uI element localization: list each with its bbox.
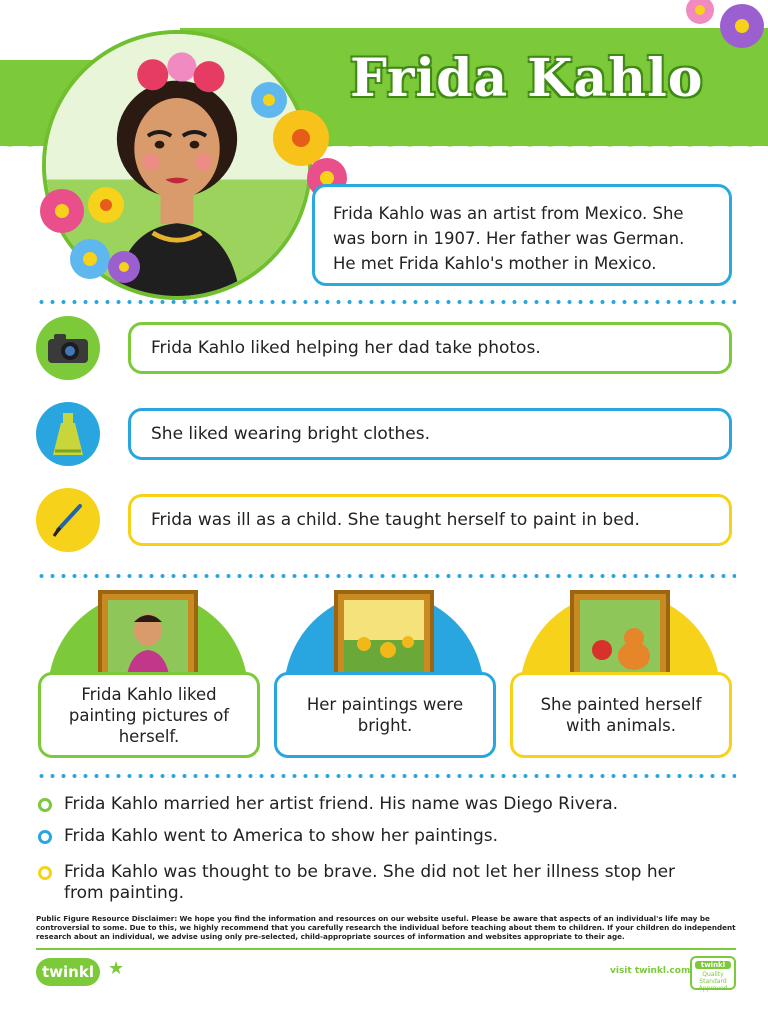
self-portrait-painting-icon <box>108 600 188 680</box>
intro-box <box>312 184 732 286</box>
star-icon: ★ <box>108 958 125 979</box>
disclaimer <box>36 914 736 941</box>
painting-caption: Her paintings were bright. <box>306 695 464 735</box>
painting-card <box>274 672 496 758</box>
bullet-ring-icon <box>38 830 52 844</box>
flower-decoration-icon <box>672 0 768 70</box>
fact-box <box>128 322 732 374</box>
bullet-text: Frida Kahlo was thought to be brave. She did not let her illness stop her from painting. <box>64 862 676 903</box>
bullet-ring-icon <box>38 798 52 812</box>
dotted-divider <box>36 774 736 778</box>
painting-card <box>510 672 732 758</box>
badge-text: Quality Standard Approved <box>698 971 728 992</box>
dotted-divider <box>36 574 736 578</box>
fact-box <box>128 494 732 546</box>
camera-icon <box>36 316 100 380</box>
fact-text: Frida was ill as a child. She taught herself to paint in bed. <box>151 510 640 530</box>
page-title: Frida Kahlo <box>350 48 704 109</box>
footer-divider <box>36 948 736 950</box>
painting-card <box>38 672 260 758</box>
dotted-divider <box>36 300 736 304</box>
bullet-item <box>38 794 738 815</box>
disclaimer-text: We hope you find the information and resources on our website useful. Please be aware that aspects of an individual's life may be controversial to some. Due to this, we highly recommend that you carefully research the individual before teaching about them to children. If your children do independent research about an individual, we advise using only pre-selected, child-appropriate sources of information and websites appropriate to their age. <box>36 914 736 941</box>
bullet-ring-icon <box>38 866 52 880</box>
bullet-text: Frida Kahlo married her artist friend. His name was Diego Rivera. <box>64 794 619 814</box>
quality-badge <box>690 956 736 990</box>
flower-decoration-icon <box>36 175 146 290</box>
flowers-painting-icon <box>344 600 424 680</box>
animals-painting-icon <box>580 600 660 680</box>
painting-caption: She painted herself with animals. <box>540 695 702 735</box>
dress-icon <box>36 402 100 466</box>
intro-text: Frida Kahlo was an artist from Mexico. She was born in 1907. Her father was German. He met Frida Kahlo's mother in Mexico. <box>333 204 685 273</box>
fact-text: She liked wearing bright clothes. <box>151 424 430 444</box>
fact-text: Frida Kahlo liked helping her dad take photos. <box>151 338 541 358</box>
badge-title: twinkl <box>695 961 731 969</box>
paintbrush-icon <box>36 488 100 552</box>
fact-box <box>128 408 732 460</box>
bullet-item <box>38 862 718 904</box>
disclaimer-label: Public Figure Resource Disclaimer: <box>36 914 178 923</box>
bullet-item <box>38 826 738 847</box>
painting-caption: Frida Kahlo liked painting pictures of herself. <box>68 684 230 746</box>
bullet-text: Frida Kahlo went to America to show her paintings. <box>64 826 498 846</box>
twinkl-logo[interactable]: twinkl <box>36 958 100 986</box>
visit-link[interactable]: visit twinkl.com <box>610 966 691 976</box>
